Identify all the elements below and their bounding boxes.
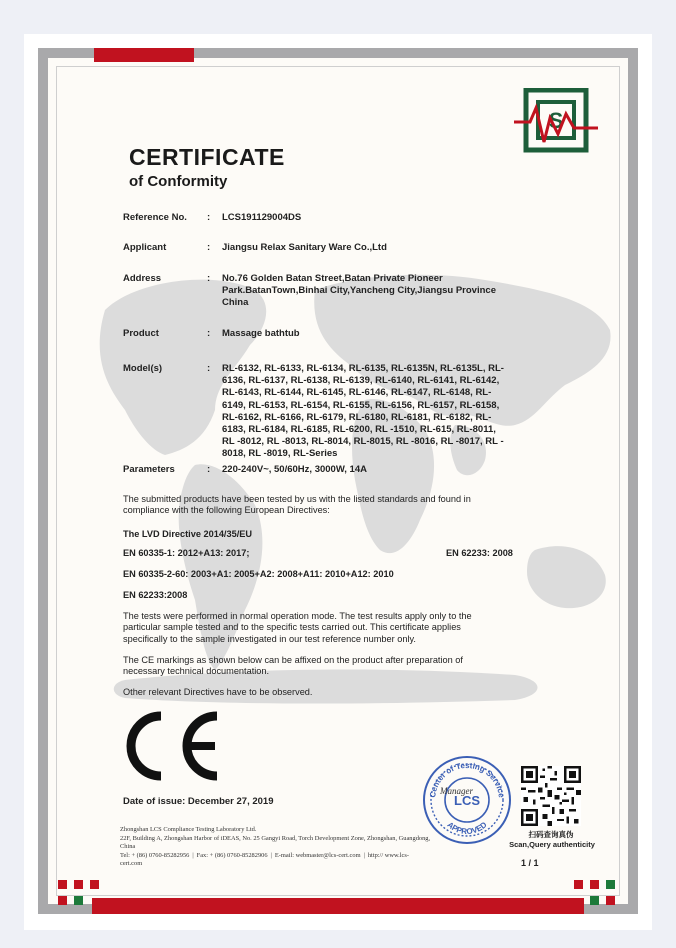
qr-code (521, 766, 581, 826)
intro-line: The submitted products have been tested by us with the listed standards and found in (123, 494, 471, 504)
footer-fax: Fax: + (86) 0760-85282906 (196, 851, 268, 859)
footer-web: http:// www.lcs- (367, 851, 409, 859)
colon: : (207, 242, 211, 253)
address-line: Park.BatanTown,Binhai City,Yancheng City,Jiangsu Province (222, 285, 496, 297)
corner-square (74, 880, 83, 889)
certificate-title: CERTIFICATE (129, 144, 285, 170)
tests-line: The tests were performed in normal operation mode. The test results apply only to the (123, 611, 472, 621)
corner-square (574, 880, 583, 889)
colon: : (207, 328, 211, 339)
qr-caption-cn: 扫码查询真伪 (528, 830, 574, 839)
approval-stamp (421, 754, 513, 846)
standard-line1-left: EN 60335-1: 2012+A13: 2017; (123, 548, 250, 558)
corner-square (590, 896, 599, 905)
tests-line: specifically to the sample investigated in our test reference number only. (123, 633, 416, 644)
footer-web-cont: cert.com (120, 860, 143, 868)
ce-mark-icon (121, 710, 225, 782)
issue-date: Date of issue: December 27, 2019 (123, 796, 274, 807)
corner-square (606, 880, 615, 889)
applicant-label: Applicant (123, 242, 167, 253)
footer-country: China (120, 843, 136, 851)
address-label: Address (123, 273, 162, 284)
address-value (222, 273, 496, 310)
stamp-bottom-text: APPROVED (445, 820, 489, 837)
models-line: 6183, RL-6184, RL-6185, RL-6200, RL -1510, RL-615, RL-8011, (222, 424, 496, 436)
page-number: 1 / 1 (521, 858, 539, 868)
top-red-bar (94, 48, 194, 62)
intro-paragraph (123, 494, 523, 517)
models-line: RL-6162, RL-6166, RL-6179, RL-6180, RL-6181, RL-6182, RL- (222, 411, 492, 423)
models-line: 6136, RL-6137, RL-6138, RL-6139, RL-6140, RL-6141, RL-6142, (222, 375, 500, 387)
standard-line1-right: EN 62233: 2008 (446, 548, 513, 558)
product-label: Product (123, 328, 159, 339)
logo-letters: S (548, 108, 564, 133)
reference-value: LCS191129004DS (222, 212, 302, 223)
models-value (222, 363, 540, 461)
directive: The LVD Directive 2014/35/EU (123, 529, 253, 539)
standard-line2: EN 60335-2-60: 2003+A1: 2005+A2: 2008+A11: 2010+A12: 2010 (123, 569, 394, 579)
corner-square (58, 896, 67, 905)
other-directives: Other relevant Directives have to be observed. (123, 687, 313, 697)
ce-line: necessary technical documentation. (123, 666, 270, 677)
models-line: 6149, RL-6153, RL-6154, RL-6155, RL-6156, RL-6157, RL-6158, (222, 399, 500, 411)
corner-square (590, 880, 599, 889)
qr-caption-en: Scan,Query authenticity (509, 840, 595, 849)
models-line: RL -8012, RL -8013, RL-8014, RL-8015, RL -8016, RL -8017, RL - (222, 436, 504, 448)
standard-line3: EN 62233:2008 (123, 590, 188, 600)
footer-contacts: Tel: + (86) 0760-85282956 | Fax: + (86) 0760-85282906 | E-mail: webmaster@lcs-cert.com | http:// www.lcs- (120, 851, 409, 859)
address-line: China (222, 297, 249, 309)
intro-line: compliance with the following European Directives: (123, 505, 330, 516)
footer-company: Zhongshan LCS Compliance Testing Laboratory Ltd. (120, 826, 257, 833)
models-label: Model(s) (123, 363, 163, 374)
stamp-top-text: Center of Testing Service (428, 760, 506, 799)
reference-label: Reference No. (123, 212, 187, 223)
address-line: No.76 Golden Batan Street,Batan Private Pioneer (222, 273, 443, 284)
manager-label: Manager (440, 786, 473, 796)
corner-square (58, 880, 67, 889)
corner-square (90, 880, 99, 889)
ce-paragraph (123, 655, 523, 678)
colon: : (207, 464, 211, 475)
applicant-value: Jiangsu Relax Sanitary Ware Co.,Ltd (222, 242, 387, 253)
tests-paragraph (123, 611, 523, 645)
footer-email: E-mail: webmaster@lcs-cert.com (274, 851, 361, 859)
stamp-inner-text: LCS (454, 793, 480, 808)
models-line: RL-6143, RL-6144, RL-6145, RL-6146, RL-6147, RL-6148, RL- (222, 387, 492, 399)
certificate-subtitle: of Conformity (129, 173, 228, 190)
ce-line: The CE markings as shown below can be affixed on the product after preparation of (123, 655, 463, 665)
bottom-red-bar (92, 898, 584, 914)
colon: : (207, 363, 211, 374)
models-line: RL-6132, RL-6133, RL-6134, RL-6135, RL-6135N, RL-6135L, RL- (222, 363, 504, 374)
tests-line: particular sample tested and to the specific tests carried out. This certificate applies (123, 622, 461, 633)
models-line: 8018, RL -8019, RL-Series (222, 448, 338, 460)
product-value: Massage bathtub (222, 328, 300, 339)
corner-square (606, 896, 615, 905)
corner-square (74, 896, 83, 905)
footer-tel: Tel: + (86) 0760-85282956 (120, 851, 190, 859)
colon: : (207, 273, 211, 284)
footer-address: 22F, Building A, Zhongshan Harbor of iDEAS, No. 25 Gangyi Road, Torch Development Zone, Zhongshan, Guangdong, (120, 834, 431, 842)
colon: : (207, 212, 211, 223)
lcs-logo (514, 88, 598, 154)
parameters-value: 220-240V~, 50/60Hz, 3000W, 14A (222, 464, 367, 475)
parameters-label: Parameters (123, 464, 175, 475)
